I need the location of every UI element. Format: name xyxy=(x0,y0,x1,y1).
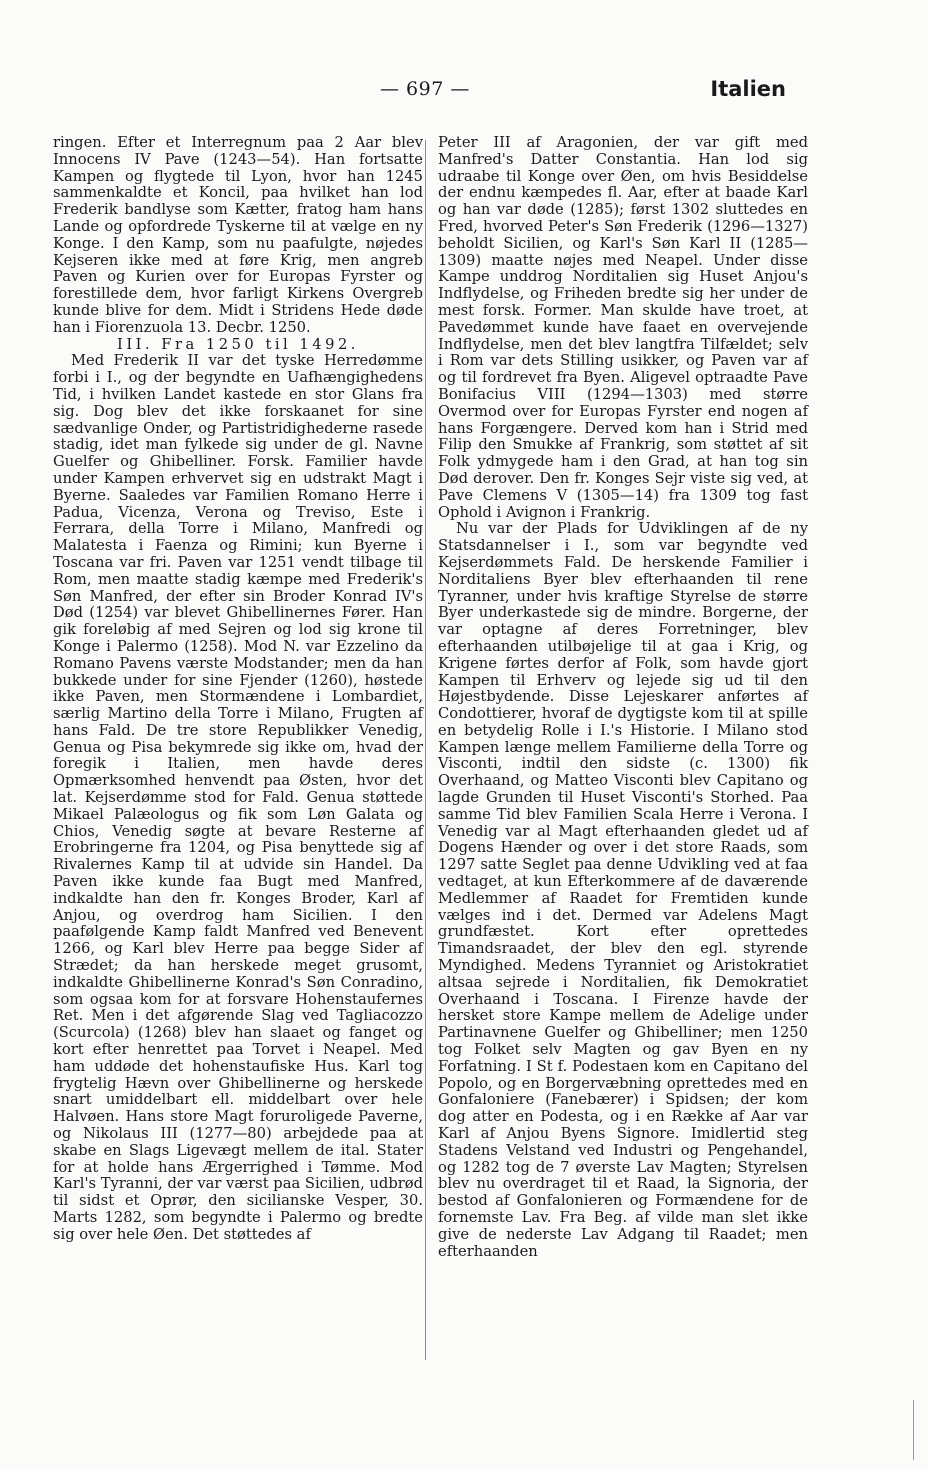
right-column xyxy=(438,135,808,1260)
left-paragraph-1: ringen. Efter et Interregnum paa 2 Aar blev Innocens IV Pave (1243—54). Han fortsatte Kampen og flygtede til Lyon, hvor han 1245 sammenkaldte et Koncil, paa hvilket han lod Frederik bandlyse som Kætter, fratog ham hans Lande og opfordrede Tyskerne til at vælge en ny Konge. I den Kamp, som nu paafulgte, nøjedes Kejseren ikke med at føre Krig, men angreb Paven og Kurien over for Europas Fyrster og forestillede dem, hvor farligt Kirkens Overgreb kunde blive for dem. Midt i Stridens Hede døde han i Fiorenzuola 13. Decbr. 1250. xyxy=(53,134,423,336)
page-edge-mark xyxy=(913,1400,914,1460)
page-header xyxy=(52,78,786,108)
running-head: Italien xyxy=(710,77,786,101)
right-paragraph-1: Peter III af Aragonien, der var gift med Manfred's Datter Constantia. Han lod sig udraabe til Konge over Øen, om hvis Besiddelse der endnu kæmpedes fl. Aar, efter at baade Karl og han var døde (1285); først 1302 sluttedes en Fred, hvorved Peter's Søn Frederik (1296—1327) beholdt Sicilien, og Karl's Søn Karl II (1285—1309) maatte nøjes med Neapel. Under disse Kampe unddrog Norditalien sig Huset Anjou's Indflydelse, og Friheden bredte sig her under de mest forsk. Former. Man skulde have troet, at Pavedømmet kunde have faaet en overvejende Indflydelse, men det blev langtfra Tilfældet; selv i Rom var dets Stilling usikker, og Paven var af og til fordrevet fra Byen. Aligevel optraadte Pave Bonifacius VIII (1294—1303) med større Overmod over for Europas Fyrster end nogen af hans Forgængere. Derved kom han i Strid med Filip den Smukke af Frankrig, som støttet af sit Folk ydmygede ham i den Grad, at han tog sin Død derover. Den fr. Konges Sejr viste sig ved, at Pave Clemens V (1305—14) fra 1309 tog fast Ophold i Avignon i Frankrig. xyxy=(438,134,808,521)
right-paragraph-2: Nu var der Plads for Udviklingen af de ny Statsdannelser i I., som var begyndte ved Kejserdømmets Fald. De herskende Familier i Norditaliens Byer blev efterhaanden til rene Tyranner, under hvis kraftige Styrelse de større Byer underkastede sig de mindre. Borgerne, der var optagne af deres Forretninger, blev efterhaanden utilbøjelige til at gaa i Krig, og Krigene førtes derfor af Folk, som havde gjort Kampen til Erhverv og lejede sig ud til den Højestbydende. Disse Lejeskarer anførtes af Condottierer, hvoraf de dygtigste kom til at spille en betydelig Rolle i I.'s Historie. I Milano stod Kampen længe mellem Familierne della Torre og Visconti, indtil den sidste (c. 1300) fik Overhaand, og Matteo Visconti blev Capitano og lagde Grunden til Huset Visconti's Storhed. Paa samme Tid blev Familien Scala Herre i Verona. I Venedig var al Magt efterhaanden gledet ud af Dogens Hænder og over i det store Raads, som 1297 satte Seglet paa denne Udvikling ved at faa vedtaget, at kun Efterkommere af de daværende Medlemmer af Raadet for Fremtiden kunde vælges ind i det. Dermed var Adelens Magt grundfæstet. Kort efter oprettedes Timandsraadet, der blev den egl. styrende Myndighed. Medens Tyranniet og Aristokratiet altsaa sejrede i Norditalien, fik Demokratiet Overhaand i Toscana. I Firenze havde der hersket store Kampe mellem de Adelige under Partinavnene Guelfer og Ghibelliner; men 1250 tog Folket selv Magten og gav Byen en ny Forfatning. I St f. Podestaen kom en Capitano del Popolo, og en Borgervæbning oprettedes med en Gonfaloniere (Fanebærer) i Spidsen; der kom dog atter en Podesta, og i en Række af Aar var Karl af Anjou Byens Signore. Imidlertid steg Stadens Velstand ved Industri og Pengehandel, og 1282 tog de 7 øverste Lav Magten; Styrelsen blev nu overdraget til et Raad, la Signoria, der bestod af Gonfalonieren og Formændene for de fornemste Lav. Fra Beg. af vilde man slet ikke give de nederste Lav Adgang til Raadet; men efterhaanden xyxy=(438,520,808,1260)
left-column xyxy=(53,135,423,1244)
section-heading: III. Fra 1250 til 1492. xyxy=(117,335,359,353)
column-divider xyxy=(425,140,426,1360)
left-paragraph-2: Med Frederik II var det tyske Herredømme forbi i I., og der begyndte en Uafhængighedens Tid, i hvilken Landet kastede en stor Glans fra sig. Dog blev det ikke forskaanet for sine sædvanlige Onder, og Partistridighederne rasede stadig, idet man fylkede sig under de gl. Navne Guelfer og Ghibelliner. Forsk. Familier havde under Kampen erhvervet sig en udstrakt Magt i Byerne. Saaledes var Familien Romano Herre i Padua, Vicenza, Verona og Treviso, Este i Ferrara, della Torre i Milano, Manfredi og Malatesta i Faenza og Rimini; kun Byerne i Toscana var fri. Paven var 1251 vendt tilbage til Rom, men maatte stadig kæmpe med Frederik's Søn Manfred, der efter sin Broder Konrad IV's Død (1254) var blevet Ghibellinernes Fører. Han gik foreløbig af med Sejren og lod sig krone til Konge i Palermo (1258). Mod N. var Ezzelino da Romano Pavens værste Modstander; men da han bukkede under for sine Fjender (1260), høstede ikke Paven, men Stormændene i Lombardiet, særlig Martino della Torre i Milano, Frugten af hans Fald. De tre store Republikker Venedig, Genua og Pisa bekymrede sig ikke om, hvad der foregik i Italien, men havde deres Opmærksomhed henvendt paa Østen, hvor det lat. Kejserdømme stod for Fald. Genua støttede Mikael Palæologus og fik som Løn Galata og Chios, Venedig søgte at bevare Resterne af Erobringerne fra 1204, og Pisa benyttede sig af Rivalernes Kamp til at udvide sin Handel. Da Paven ikke kunde faa Bugt med Manfred, indkaldte han den fr. Konges Broder, Karl af Anjou, og overdrog ham Sicilien. I den paafølgende Kamp faldt Manfred ved Benevent 1266, og Karl blev Herre paa begge Sider af Strædet; da han herskede meget grusomt, indkaldte Ghibellinerne Konrad's Søn Conradino, som ogsaa kom for at forsvare Hohenstaufernes Ret. Men i det afgørende Slag ved Tagliacozzo (Scurcola) (1268) blev han slaaet og fanget og kort efter henrettet paa Torvet i Neapel. Med ham uddøde det hohenstaufiske Hus. Karl tog frygtelig Hævn over Ghibellinerne og herskede snart umiddelbart ell. middelbart over hele Halvøen. Hans store Magt foruroligede Paverne, og Nikolaus III (1277—80) arbejdede paa at skabe en Slags Ligevægt mellem de ital. Stater for at holde hans Ærgerrighed i Tømme. Mod Karl's Tyranni, der var værst paa Sicilien, udbrød til sidst et Oprør, den sicilianske Vesper, 30. Marts 1282, som begyndte i Palermo og bredte sig over hele Øen. Det støttedes af xyxy=(53,352,423,1243)
page-number: — 697 — xyxy=(380,78,470,100)
